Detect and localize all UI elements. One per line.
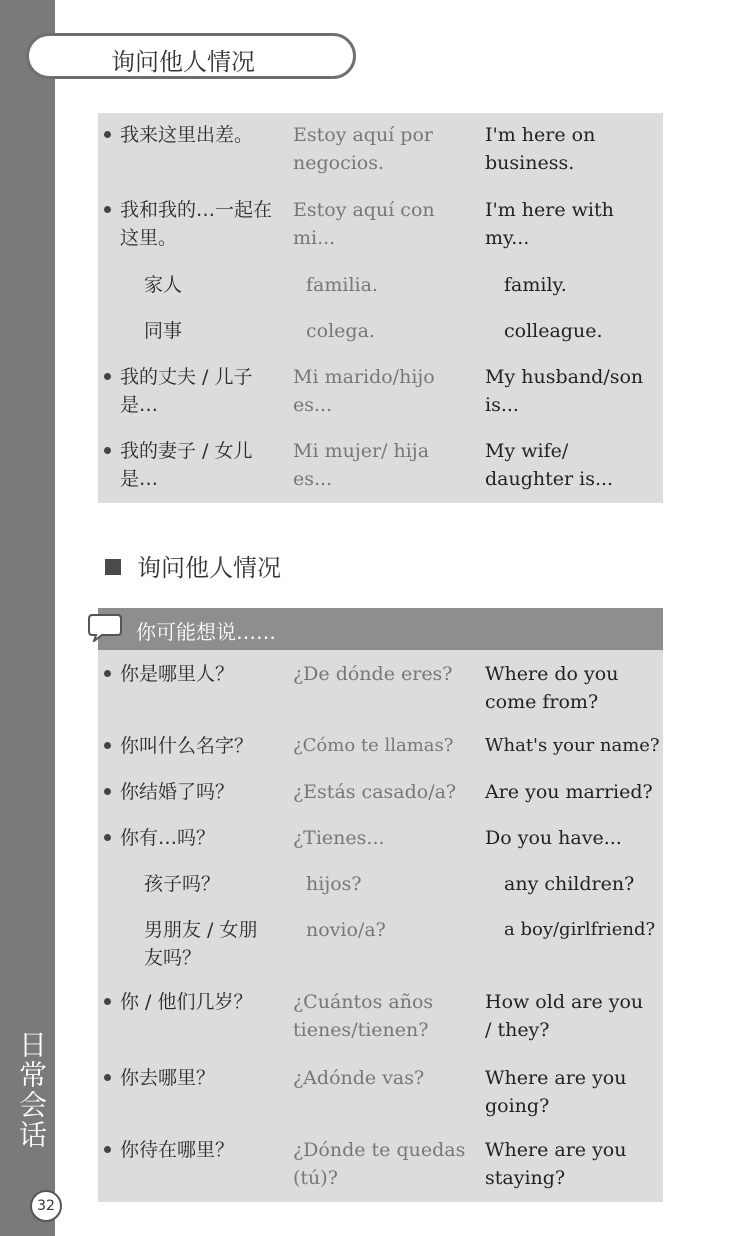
phrase-chinese: 我和我的…一起在这里。 bbox=[120, 199, 273, 249]
bullet-icon bbox=[104, 742, 111, 749]
phrase-spanish: novio/a? bbox=[306, 919, 386, 941]
bullet-icon bbox=[104, 670, 111, 677]
phrase-english: What's your name? bbox=[485, 735, 660, 756]
phrase-spanish: ¿Cuántos años tienes/tienen? bbox=[293, 991, 434, 1041]
phrase-chinese: 同事 bbox=[144, 320, 183, 342]
phrase-row bbox=[98, 916, 663, 976]
phrase-english: How old are you / they? bbox=[485, 991, 644, 1041]
page-title bbox=[26, 33, 356, 79]
bullet-icon bbox=[104, 998, 111, 1005]
phrase-chinese: 你去哪里？ bbox=[120, 1067, 216, 1089]
phrase-row bbox=[98, 363, 663, 423]
bullet-icon bbox=[104, 206, 111, 213]
phrase-row bbox=[98, 988, 663, 1048]
phrase-english: Where do you come from? bbox=[485, 663, 619, 713]
bullet-icon bbox=[104, 834, 111, 841]
bullet-icon bbox=[104, 788, 111, 795]
bullet-icon bbox=[104, 131, 111, 138]
phrase-row bbox=[98, 824, 663, 854]
phrase-spanish: ¿De dónde eres? bbox=[293, 663, 453, 685]
phrase-chinese: 孩子吗？ bbox=[144, 873, 221, 895]
phrase-row bbox=[98, 660, 663, 720]
phrase-spanish: Mi marido/hijo es... bbox=[293, 366, 435, 416]
bullet-icon bbox=[104, 373, 111, 380]
phrase-english: I'm here on business. bbox=[485, 124, 596, 174]
phrase-chinese: 我的妻子 / 女儿是… bbox=[120, 440, 253, 490]
phrase-row bbox=[98, 317, 663, 347]
phrase-chinese: 家人 bbox=[144, 274, 183, 296]
phrase-english: Do you have... bbox=[485, 827, 622, 849]
phrase-english: My husband/son is... bbox=[485, 366, 644, 416]
phrase-spanish: Mi mujer/ hija es... bbox=[293, 440, 430, 490]
phrase-spanish: Estoy aquí por negocios. bbox=[293, 124, 433, 174]
sidebar-label: 日常会话 bbox=[15, 1030, 48, 1150]
phrase-english: I'm here with my... bbox=[485, 199, 614, 249]
phrase-english: Where are you going? bbox=[485, 1067, 627, 1117]
phrase-row bbox=[98, 121, 663, 181]
page-number: 32 bbox=[30, 1190, 62, 1222]
phrase-chinese: 你叫什么名字？ bbox=[120, 735, 254, 757]
phrase-spanish: Estoy aquí con mi... bbox=[293, 199, 435, 249]
page-title-text: 询问他人情况 bbox=[111, 48, 255, 76]
phrase-english: Are you married? bbox=[485, 781, 653, 803]
phrase-row bbox=[98, 1064, 663, 1124]
phrase-panel-2 bbox=[98, 650, 663, 1202]
phrase-chinese: 我来这里出差。 bbox=[120, 124, 254, 146]
phrase-spanish: colega. bbox=[306, 320, 375, 342]
phrase-english: My wife/ daughter is... bbox=[485, 440, 614, 490]
phrase-spanish: ¿Estás casado/a? bbox=[293, 781, 457, 803]
phrase-chinese: 我的丈夫 / 儿子是… bbox=[120, 366, 253, 416]
phrase-chinese: 你待在哪里？ bbox=[120, 1139, 235, 1161]
square-bullet-icon bbox=[105, 559, 121, 575]
phrase-chinese: 你有…吗？ bbox=[120, 827, 216, 849]
phrase-spanish: ¿Cómo te llamas? bbox=[293, 735, 454, 756]
phrase-row bbox=[98, 271, 663, 301]
phrase-spanish: familia. bbox=[306, 274, 378, 296]
phrase-row bbox=[98, 778, 663, 808]
phrase-english: colleague. bbox=[504, 320, 603, 342]
phrase-chinese: 你结婚了吗？ bbox=[120, 781, 235, 803]
phrase-spanish: ¿Dónde te quedas (tú)? bbox=[293, 1139, 466, 1189]
phrase-spanish: hijos? bbox=[306, 873, 362, 895]
phrase-english: a boy/girlfriend? bbox=[504, 919, 656, 940]
phrase-spanish: ¿Adónde vas? bbox=[293, 1067, 425, 1089]
phrase-chinese: 你是哪里人？ bbox=[120, 663, 235, 685]
band-label: 你可能想说…… bbox=[136, 620, 276, 644]
phrase-chinese: 男朋友 / 女朋友吗？ bbox=[144, 919, 258, 969]
phrase-english: any children? bbox=[504, 873, 635, 895]
phrase-row bbox=[98, 1136, 663, 1196]
phrase-panel-1 bbox=[98, 113, 663, 503]
bullet-icon bbox=[104, 1146, 111, 1153]
section-heading-text: 询问他人情况 bbox=[137, 554, 281, 582]
phrase-row bbox=[98, 870, 663, 900]
phrase-spanish: ¿Tienes... bbox=[293, 827, 385, 849]
section-heading bbox=[105, 548, 281, 583]
phrase-row bbox=[98, 196, 663, 256]
phrase-row bbox=[98, 437, 663, 497]
speech-bubble-icon bbox=[88, 612, 122, 642]
phrase-chinese: 你 / 他们几岁？ bbox=[120, 991, 253, 1013]
sidebar bbox=[0, 0, 55, 1236]
bullet-icon bbox=[104, 447, 111, 454]
you-may-want-to-say-band bbox=[98, 608, 663, 650]
bullet-icon bbox=[104, 1074, 111, 1081]
phrase-row bbox=[98, 732, 663, 762]
phrase-english: Where are you staying? bbox=[485, 1139, 627, 1189]
phrase-english: family. bbox=[504, 274, 567, 296]
